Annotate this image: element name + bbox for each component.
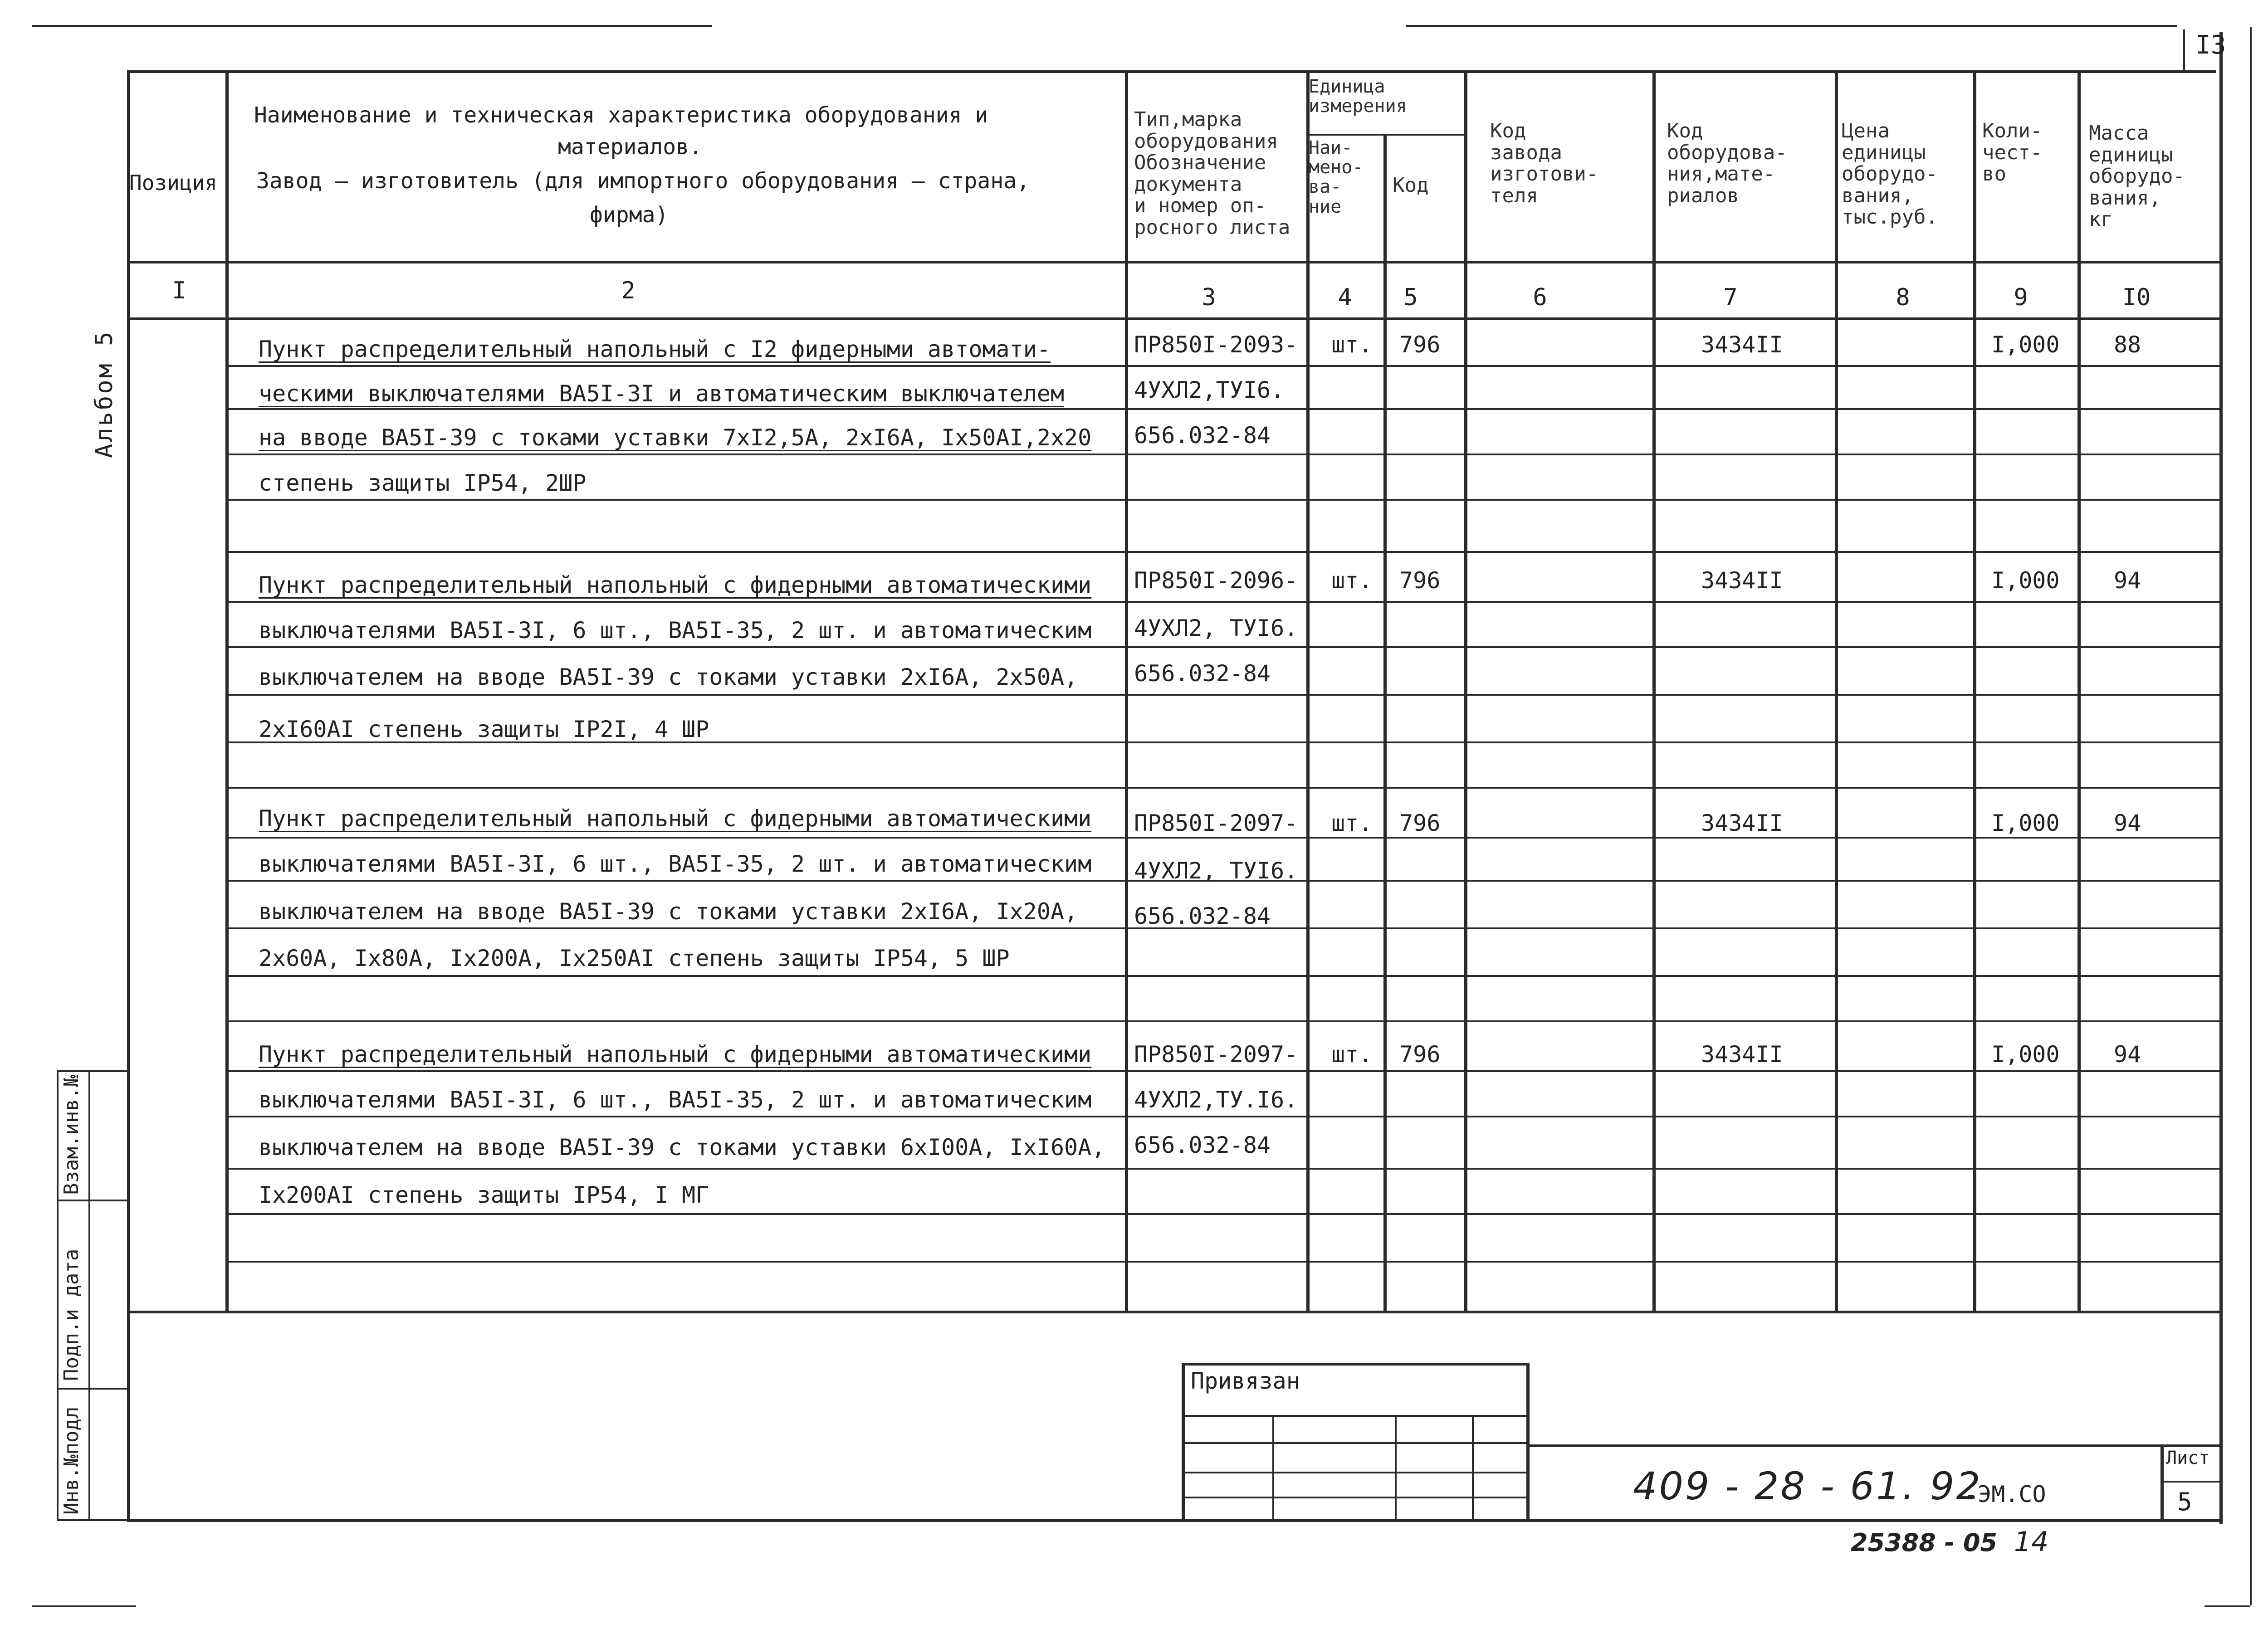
colnum-4: 4 — [1338, 284, 1352, 311]
header-quantity: Коли- чест- во — [1982, 119, 2043, 186]
stamp-label-inventory: Инв.№подл — [60, 1406, 83, 1515]
item3-type1: ПР850I-2097- — [1134, 810, 1298, 836]
col-line-6 — [1652, 70, 1656, 1311]
item2-type1: ПР850I-2096- — [1134, 567, 1298, 594]
row-line — [225, 837, 2219, 839]
item3-unit-code: 796 — [1399, 810, 1441, 836]
header-bottom-line — [127, 261, 2220, 263]
sheet-number: 5 — [2177, 1488, 2192, 1516]
col-line-3 — [1306, 70, 1310, 1311]
item3-line2: выключателями ВА5I-3I, 6 шт., ВА5I-35, 2 шт. и автоматическим — [259, 851, 1092, 877]
unit-group-divider — [1306, 134, 1465, 136]
doc-suffix: -ЭМ.СО — [1964, 1481, 2046, 1507]
album-label: Альбом 5 — [91, 330, 118, 458]
item3-type3: 656.032-84 — [1134, 903, 1271, 929]
colnum-1: I — [172, 277, 186, 304]
stamp-strip-div1 — [57, 1200, 129, 1201]
row-line — [225, 365, 2219, 367]
stamp-box-left — [1182, 1363, 1185, 1519]
item4-line2: выключателями ВА5I-3I, 6 шт., ВА5I-35, 2 шт. и автоматическим — [259, 1087, 1092, 1113]
frame-right — [2219, 32, 2223, 1524]
doc-number: 409 - 28 - 61. 92 — [1633, 1464, 1982, 1508]
item4-line1: Пункт распределительный напольный с фидерными автоматическими — [259, 1041, 1092, 1068]
row-line — [225, 454, 2219, 455]
stamp-label-replace: Взам.инв.№ — [60, 1075, 83, 1195]
item4-type2: 4УХЛ2,ТУ.I6. — [1134, 1087, 1298, 1113]
row-line — [225, 551, 2219, 553]
row-line — [225, 499, 2219, 501]
stamp-label-signature: Подп.и дата — [60, 1249, 83, 1381]
item4-equip-code: 3434II — [1701, 1041, 1783, 1068]
col-line-5 — [1464, 70, 1467, 1311]
frame-bottom — [127, 1519, 2223, 1522]
archive-page: 14 — [2014, 1526, 2049, 1558]
stamp-box-top — [1182, 1363, 1529, 1366]
row-line — [225, 408, 2219, 410]
stamp-box-col1 — [1272, 1415, 1274, 1519]
col-line-2 — [1125, 70, 1128, 1311]
page-edge-line-bottom — [32, 1605, 136, 1607]
item4-mass: 94 — [2114, 1041, 2141, 1068]
colnum-9: 9 — [2014, 284, 2028, 311]
stamp-box-row4 — [1182, 1497, 1529, 1498]
item1-line1: Пункт распределительный напольный с I2 фидерными автомати- — [259, 336, 1051, 362]
stamp-strip-mid — [88, 1070, 90, 1519]
frame-left — [127, 70, 130, 1522]
page-edge-line-right — [1406, 25, 2177, 27]
item4-line4: Iх200АI степень защиты IP54, I МГ — [259, 1182, 709, 1208]
item2-unit: шт. — [1331, 567, 1373, 594]
item2-line4: 2хI60АI степень защиты IP2I, 4 ШР — [259, 716, 709, 742]
colnum-3: 3 — [1202, 284, 1216, 311]
item1-line4: степень защиты IP54, 2ШР — [259, 470, 587, 496]
colnum-10: I0 — [2122, 284, 2151, 311]
header-unit-group: Единица измерения — [1309, 76, 1407, 117]
col-line-1 — [225, 70, 229, 1311]
stamp-box-col3 — [1472, 1415, 1474, 1519]
header-name-line2: материалов. — [558, 134, 702, 160]
row-line — [225, 787, 2219, 789]
row-line — [225, 601, 2219, 603]
item2-equip-code: 3434II — [1701, 567, 1783, 594]
item3-unit: шт. — [1331, 810, 1373, 836]
row-line — [225, 694, 2219, 696]
colnum-5: 5 — [1403, 284, 1418, 311]
item2-type2: 4УХЛ2, ТУI6. — [1134, 615, 1298, 641]
stamp-box-right — [1526, 1363, 1530, 1519]
item2-qty: I,000 — [1991, 567, 2060, 594]
item1-qty: I,000 — [1991, 332, 2060, 358]
frame-top — [129, 70, 2216, 73]
item3-line4: 2х60А, Iх80А, Iх200А, Iх250АI степень защиты IP54, 5 ШР — [259, 945, 1010, 971]
col-line-9 — [2077, 70, 2081, 1311]
header-unit-code: Код — [1393, 174, 1429, 197]
item2-type3: 656.032-84 — [1134, 660, 1271, 687]
col-line-4 — [1383, 134, 1387, 1311]
stamp-strip-div2 — [57, 1388, 129, 1390]
row-line — [225, 1261, 2219, 1263]
header-unit-price: Цена единицы оборудо- вания, тыс.руб. — [1842, 119, 1938, 229]
item3-type2: 4УХЛ2, ТУI6. — [1134, 858, 1298, 884]
item1-equip-code: 3434II — [1701, 332, 1783, 358]
header-name-line3: Завод – изготовитель (для импортного оборудования – страна, — [256, 168, 1030, 194]
item1-line2: ческими выключателями ВА5I-3I и автоматическим выключателем — [259, 380, 1065, 407]
item1-unit-code: 796 — [1399, 332, 1441, 358]
item2-line3: выключателем на вводе ВА5I-39 с токами уставки 2хI6А, 2х50А, — [259, 664, 1078, 690]
page-edge-line-bottom-right — [2204, 1605, 2250, 1607]
item3-mass: 94 — [2114, 810, 2141, 836]
sheet-corner-number: I3 — [2195, 30, 2226, 60]
row-line — [225, 1213, 2219, 1215]
header-type-mark: Тип,марка оборудования Обозначение документа и номер оп- росного листа — [1134, 108, 1290, 239]
item2-unit-code: 796 — [1399, 567, 1441, 594]
row-line — [225, 1070, 2219, 1072]
item4-unit-code: 796 — [1399, 1041, 1441, 1068]
header-position: Позиция — [129, 171, 217, 195]
item1-unit: шт. — [1331, 332, 1373, 358]
row-line — [225, 646, 2219, 648]
item3-equip-code: 3434II — [1701, 810, 1783, 836]
item3-qty: I,000 — [1991, 810, 2060, 836]
item1-type1: ПР850I-2093- — [1134, 332, 1298, 358]
corner-box-left — [2183, 29, 2185, 73]
page-edge-line — [32, 25, 712, 27]
header-equipment-code: Код оборудова- ния,мате- риалов — [1667, 119, 1787, 207]
header-unit-name: Наи- мено- ва- ние — [1309, 137, 1364, 217]
table-bottom-line — [127, 1311, 2220, 1313]
stamp-strip-left — [57, 1070, 59, 1519]
header-name-line1: Наименование и техническая характеристика оборудования и — [254, 102, 988, 128]
item1-line3: на вводе ВА5I-39 с токами уставки 7хI2,5А, 2хI6А, Iх50АI,2х20 — [259, 424, 1092, 451]
item1-type3: 656.032-84 — [1134, 422, 1271, 449]
item1-type2: 4УХЛ2,ТУI6. — [1134, 377, 1285, 403]
colnum-bottom-line — [127, 317, 2220, 320]
stamp-strip-top — [57, 1070, 129, 1072]
header-name-line4: фирма) — [590, 202, 669, 228]
title-block-sheet-row — [2160, 1481, 2219, 1483]
row-line — [225, 1020, 2219, 1022]
col-line-8 — [1973, 70, 1976, 1311]
stamp-box-row1 — [1182, 1415, 1529, 1417]
item4-qty: I,000 — [1991, 1041, 2060, 1068]
stamp-bound-label: Привязан — [1191, 1368, 1300, 1394]
col-line-7 — [1835, 70, 1838, 1311]
colnum-6: 6 — [1533, 284, 1547, 311]
item3-line1: Пункт распределительный напольный с фидерными автоматическими — [259, 805, 1092, 832]
stamp-strip-bottom — [57, 1519, 129, 1521]
row-line — [225, 1116, 2219, 1117]
stamp-box-row2 — [1182, 1442, 1529, 1444]
item3-line3: выключателем на вводе ВА5I-39 с токами уставки 2хI6А, Iх20А, — [259, 898, 1078, 925]
header-factory-code: Код завода изготови- теля — [1490, 119, 1598, 207]
item4-type3: 656.032-84 — [1134, 1132, 1271, 1158]
header-unit-mass: Масса единицы оборудо- вания, кг — [2089, 122, 2185, 231]
item2-line1: Пункт распределительный напольный с фидерными автоматическими — [259, 572, 1092, 598]
page-edge-vertical — [2250, 27, 2252, 1605]
item4-unit: шт. — [1331, 1041, 1373, 1068]
stamp-box-col2 — [1395, 1415, 1397, 1519]
stamp-box-row3 — [1182, 1472, 1529, 1473]
sheet-label: Лист — [2166, 1448, 2210, 1468]
colnum-8: 8 — [1896, 284, 1910, 311]
row-line — [225, 975, 2219, 977]
item4-type1: ПР850I-2097- — [1134, 1041, 1298, 1068]
item1-mass: 88 — [2114, 332, 2141, 358]
item2-line2: выключателями ВА5I-3I, 6 шт., ВА5I-35, 2 шт. и автоматическим — [259, 617, 1092, 644]
colnum-7: 7 — [1723, 284, 1738, 311]
item4-line3: выключателем на вводе ВА5I-39 с токами уставки 6хI00А, IхI60А, — [259, 1134, 1105, 1161]
archive-number: 25388 - 05 — [1851, 1528, 1998, 1557]
row-line — [225, 1168, 2219, 1170]
item2-mass: 94 — [2114, 567, 2141, 594]
title-block-top — [1526, 1444, 2220, 1447]
colnum-2: 2 — [621, 277, 635, 304]
